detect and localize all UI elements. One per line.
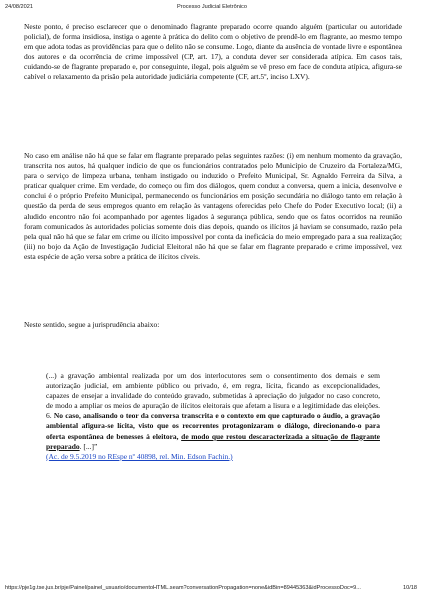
quote-bold-text: No caso, analisando o teor da conversa transcrita e o contexto em que capturado o áudio, a gravação ambiental afigura-se lícita, visto que os recorrentes protagonizaram o diálogo, direcionando-o para oferta espontânea de benesses à eleitora, (46, 411, 381, 441)
print-title: Processo Judicial Eletrônico (177, 4, 247, 10)
paragraph-flagrante-preparado: Neste ponto, é preciso esclarecer que o denominado flagrante preparado ocorre quando alguém (particular ou autoridade policial), de forma insidiosa, instiga o agente à prática do delito com o objetivo de prendê-lo em flagrante, ao mesmo tempo em que adota todas as providências para que o delito não se consume. Logo, diante da ausência de vontade livre e espontânea dos autores e da ocorrência de crime impossível (CP, art. 17), a conduta dever ser considerada atípica. Em casos tais, cuidando-se de flagrante preparado e, por conseguinte, ilegal, pois alguém se vê preso em face de conduta atípica, afigura-se cabível o relaxamento da prisão pela autoridade judiciária competente (CF, art.5º, inciso LXV). (24, 22, 402, 82)
print-header (0, 4, 424, 12)
paragraph-caso-em-analise: No caso em análise não há que se falar em flagrante preparado pelas seguintes razões: (i) em nenhum momento da gravação, transcrita nos autos, há qualquer indício de que os funcionários contratados pelo Município de Cruzeiro da Fortaleza/MG, para o serviço de limpeza urbana, tenham instigado ou induzido o Prefeito Municipal, Sr. Agnaldo Ferreira da Silva, a praticar qualquer crime. Em verdade, do começo ou fim dos diálogos, quem conduz a conversa, quem a inicia, desenvolve e conclui é o próprio Prefeito Municipal, permanecendo os funcionários em posição secundária no diálogo tanto em relação à questão da perda de seus empregos quanto em relação às vantagens oferecidas pelo Chefe do Poder Executivo local; (ii) a aludido encontro não foi acompanhado por agentes ligados à segurança pública, sendo que os fatos ocorridos na reunião foram comunicados às autoridades policias somente dois dias depois, quando os ilícitos já haviam se consumado, razão pela pela qual não há que se falar em crime ou ilícito impossível por conta da ineficácia do meio empregado para a sua realização; (iii) no bojo da Ação de Investigação Judicial Eleitoral não há que se falar em flagrante preparado e crime impossível, vez esta espécie de ação versa sobre a prática de ilícitos cíveis. (24, 151, 402, 261)
quote-bold-underlined-text: de modo que restou descaracterizada a situação de flagrante preparado (46, 431, 380, 451)
page-url: https://pje1g.tse.jus.br/pje/Painel/painel_usuario/documentoHTML.seam?conversationPropagation=none&idBin=89445363&idProcessoDoc=9... (5, 585, 361, 591)
print-footer (0, 585, 424, 593)
quote-tail: . [...]” (79, 441, 98, 451)
jurisprudence-quote (46, 371, 380, 462)
print-date: 24/08/2021 (5, 4, 33, 10)
page-number: 10/18 (403, 585, 417, 591)
quote-text: (...) a gravação ambiental realizada por um dos interlocutores sem o consentimento dos demais e sem autorização judicial, em ambiente público ou privado, é, em regra, lícita, ficando as excepcionalidades, capazes de ensejar a invalidade do conteúdo gravado, submetidas à apreciação do julgador no caso concreto, de modo a ampliar os meios de apuração de ilícitos eleitorais que afetam a lisura e a legitimidade das eleições. 6. (46, 371, 380, 421)
paragraph-jurisprudencia-intro: Neste sentido, segue a jurisprudência abaixo: (24, 320, 160, 329)
citation-link[interactable]: (Ac. de 9.5.2019 no REspe nº 40898, rel. Min. Edson Fachin.) (46, 451, 233, 461)
